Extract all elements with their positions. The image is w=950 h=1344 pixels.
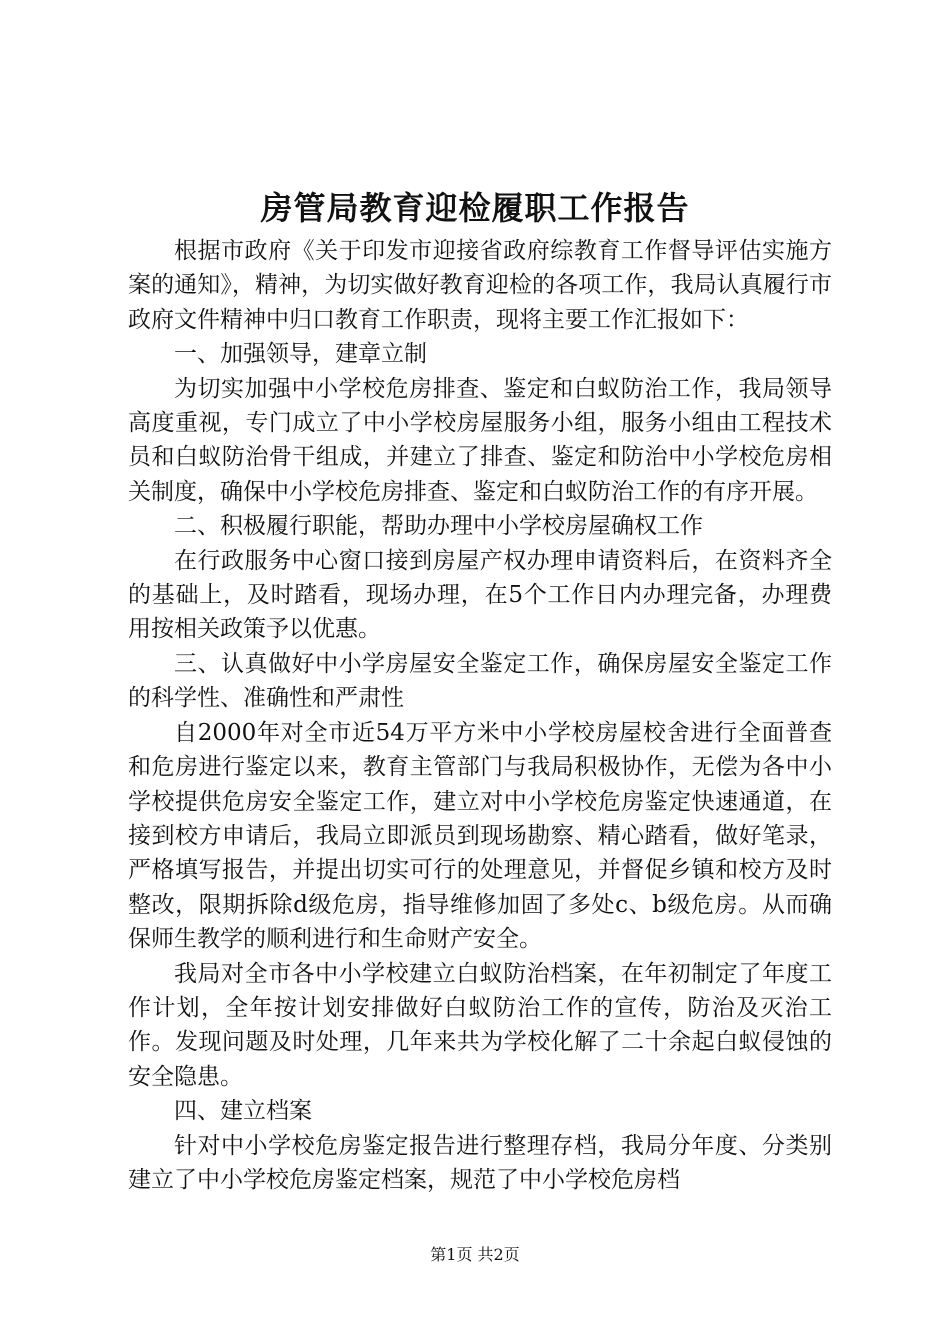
page-footer: 第1页 共2页 [430,1245,520,1264]
paragraph-section-2: 在行政服务中心窗口接到房屋产权办理申请资料后，在资料齐全的基础上，及时踏看，现场办理，在5个工作日内办理完备，办理费用按相关政策予以优惠。 [128,547,832,643]
document-title: 房管局教育迎检履职工作报告 [260,189,690,227]
section-heading-2: 二、积极履行职能，帮助办理中小学校房屋确权工作 [174,513,703,540]
paragraph-intro: 根据市政府《关于印发市迎接省政府综教育工作督导评估实施方案的通知》，精神，为切实做好教育迎检的各项工作，我局认真履行市政府文件精神中归口教育工作职责，现将主要工作汇报如下： [128,238,832,333]
paragraph-termite: 我局对全市各中小学校建立白蚁防治档案，在年初制定了年度工作计划，全年按计划安排做好白蚁防治工作的宣传，防治及灭治工作。发现问题及时处理，几年来共为学校化解了二十余起白蚁侵蚀的安全隐患。 [128,960,832,1090]
paragraph-section-4: 针对中小学校危房鉴定报告进行整理存档，我局分年度、分类别建立了中小学校危房鉴定档案，规范了中小学校危房档 [128,1132,832,1193]
section-heading-3: 三、认真做好中小学房屋安全鉴定工作，确保房屋安全鉴定工作的科学性、准确性和严肃性 [128,650,832,712]
document-body [128,234,832,1197]
section-heading-1: 一、加强领导，建章立制 [174,341,427,368]
paragraph-section-1: 为切实加强中小学校危房排查、鉴定和白蚁防治工作，我局领导高度重视，专门成立了中小学校房屋服务小组，服务小组由工程技术员和白蚁防治骨干组成，并建立了排查、鉴定和防治中小学校危房相关制度，确保中小学校危房排查、鉴定和白蚁防治工作的有序开展。 [128,375,832,505]
paragraph-section-3: 自2000年对全市近54万平方米中小学校房屋校舍进行全面普查和危房进行鉴定以来，教育主管部门与我局积极协作，无偿为各中小学校提供危房安全鉴定工作，建立对中小学校危房鉴定快速通道，在接到校方申请后，我局立即派员到现场勘察、精心踏看，做好笔录，严格填写报告，并提出切实可行的处理意见，并督促乡镇和校方及时整改，限期拆除d级危房，指导维修加固了多处c、b级危房。从而确保师生教学的顺利进行和生命财产安全。 [128,719,832,953]
section-heading-4: 四、建立档案 [174,1098,312,1125]
